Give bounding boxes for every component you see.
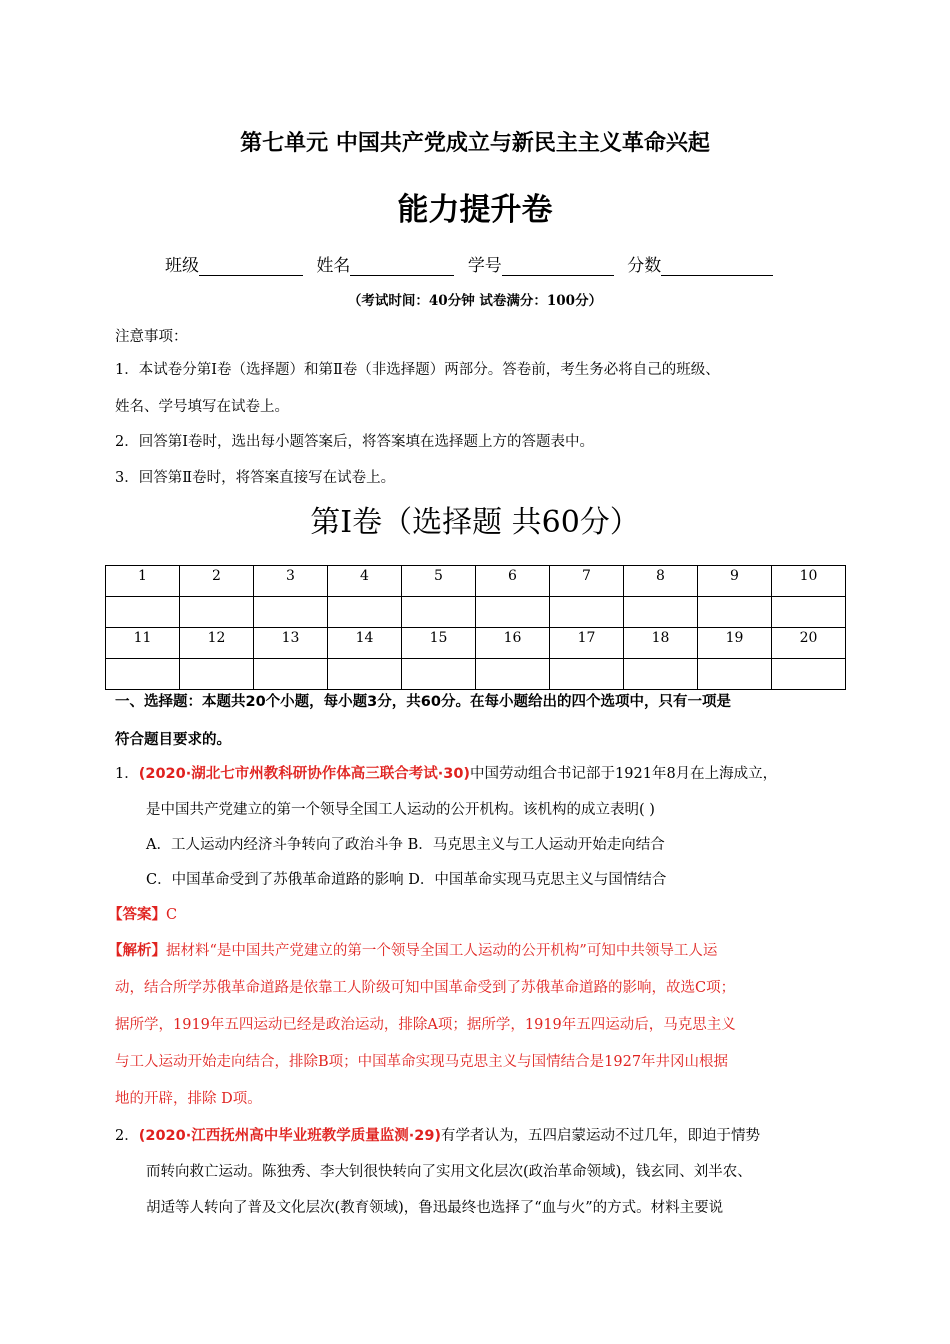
notes-heading: 注意事项：: [115, 329, 188, 345]
answer-cell[interactable]: [476, 597, 550, 628]
table-cell: 12: [180, 628, 254, 659]
answer-table-header-row-2: [106, 628, 846, 659]
question-1-analysis-line-4: 与工人运动开始走向结合，排除B项；中国革命实现马克思主义与国情结合是1927年井冈山根据: [115, 1054, 729, 1070]
question-1-options-cd: C．中国革命受到了苏俄革命道路的影响 D．中国革命实现马克思主义与国情结合: [146, 872, 667, 888]
instructions-line-1: 一、选择题：本题共20个小题，每小题3分，共60分。在每小题给出的四个选项中，只有一项是: [115, 694, 731, 710]
table-cell: 20: [772, 628, 846, 659]
score-blank[interactable]: [661, 257, 773, 276]
table-cell: 1: [106, 566, 180, 597]
answer-cell[interactable]: [106, 597, 180, 628]
class-blank[interactable]: [199, 257, 303, 276]
question-1-analysis-line-5: 地的开辟，排除 D项。: [115, 1091, 262, 1107]
answer-row-1: [106, 597, 846, 628]
note-2: 2．回答第Ⅰ卷时，选出每小题答案后，将答案填在选择题上方的答题表中。: [115, 434, 594, 450]
unit-title: 第七单元 中国共产党成立与新民主主义革命兴起: [240, 131, 710, 156]
table-cell: 9: [698, 566, 772, 597]
answer-table-header-row-1: [106, 566, 846, 597]
name-blank[interactable]: [350, 257, 454, 276]
answer-cell[interactable]: [402, 659, 476, 690]
table-cell: 15: [402, 628, 476, 659]
student-info-row: [165, 251, 773, 276]
question-number: 1．: [115, 766, 139, 782]
question-2-stem-line-1: [115, 1124, 760, 1145]
question-1-analysis-line-2: 动，结合所学苏俄革命道路是依靠工人阶级可知中国革命受到了苏俄革命道路的影响，故选C项；: [115, 980, 736, 996]
question-text: 中国劳动组合书记部于1921年8月在上海成立，: [470, 766, 778, 782]
name-label: 姓名: [316, 256, 351, 276]
note-1-line-1: 1．本试卷分第Ⅰ卷（选择题）和第Ⅱ卷（非选择题）两部分。答卷前，考生务必将自己的班级、: [115, 362, 720, 378]
table-cell: 14: [328, 628, 402, 659]
table-cell: 10: [772, 566, 846, 597]
answer-cell[interactable]: [180, 659, 254, 690]
answer-cell[interactable]: [328, 597, 402, 628]
answer-value: C: [166, 907, 178, 923]
paper-title: 能力提升卷: [397, 192, 553, 228]
answer-cell[interactable]: [550, 659, 624, 690]
table-cell: 13: [254, 628, 328, 659]
table-cell: 6: [476, 566, 550, 597]
question-source: (2020·湖北七市州教科研协作体高三联合考试·30): [138, 766, 471, 782]
answer-cell[interactable]: [624, 659, 698, 690]
answer-cell[interactable]: [254, 659, 328, 690]
class-label: 班级: [165, 256, 199, 276]
table-cell: 11: [106, 628, 180, 659]
analysis-label: 【解析】: [108, 943, 166, 959]
answer-label: 【答案】: [108, 907, 166, 923]
answer-cell[interactable]: [550, 597, 624, 628]
answer-cell[interactable]: [254, 597, 328, 628]
student-id-blank[interactable]: [502, 257, 614, 276]
student-id-label: 学号: [467, 256, 502, 276]
question-text: 有学者认为，五四启蒙运动不过几年，即迫于情势: [441, 1128, 761, 1144]
question-source: (2020·江西抚州高中毕业班教学质量监测·29): [138, 1128, 442, 1144]
analysis-text: 据材料“是中国共产党建立的第一个领导全国工人运动的公开机构”可知中共领导工人运: [166, 943, 718, 959]
table-cell: 3: [254, 566, 328, 597]
question-1-stem-line-1: [115, 762, 777, 783]
answer-cell[interactable]: [772, 597, 846, 628]
table-cell: 7: [550, 566, 624, 597]
question-1-stem-line-2: 是中国共产党建立的第一个领导全国工人运动的公开机构。该机构的成立表明( ): [146, 802, 655, 818]
answer-cell[interactable]: [476, 659, 550, 690]
note-3: 3．回答第Ⅱ卷时，将答案直接写在试卷上。: [115, 470, 396, 486]
answer-table: [105, 565, 846, 690]
answer-cell[interactable]: [180, 597, 254, 628]
table-cell: 5: [402, 566, 476, 597]
instructions-line-2: 符合题目要求的。: [115, 732, 231, 748]
answer-cell[interactable]: [328, 659, 402, 690]
note-1-line-2: 姓名、学号填写在试卷上。: [115, 399, 289, 415]
answer-cell[interactable]: [624, 597, 698, 628]
table-cell: 16: [476, 628, 550, 659]
table-cell: 18: [624, 628, 698, 659]
answer-cell[interactable]: [772, 659, 846, 690]
question-1-analysis-line-3: 据所学，1919年五四运动已经是政治运动，排除A项；据所学，1919年五四运动后，马克思主义: [115, 1017, 736, 1033]
table-cell: 2: [180, 566, 254, 597]
table-cell: 8: [624, 566, 698, 597]
answer-cell[interactable]: [698, 597, 772, 628]
answer-cell[interactable]: [106, 659, 180, 690]
table-cell: 4: [328, 566, 402, 597]
answer-cell[interactable]: [402, 597, 476, 628]
question-number: 2．: [115, 1128, 139, 1144]
section-title: 第Ⅰ卷（选择题 共60分）: [310, 505, 640, 540]
score-label: 分数: [627, 256, 662, 276]
answer-row-2: [106, 659, 846, 690]
question-2-stem-line-2: 而转向救亡运动。陈独秀、李大钊很快转向了实用文化层次(政治革命领域)，钱玄同、刘半农、: [146, 1164, 752, 1180]
table-cell: 19: [698, 628, 772, 659]
question-1-analysis-line-1: [108, 939, 717, 960]
question-2-stem-line-3: 胡适等人转向了普及文化层次(教育领域)，鲁迅最终也选择了“血与火”的方式。材料主要说: [146, 1200, 724, 1216]
exam-info: （考试时间：40分钟 试卷满分：100分）: [347, 293, 603, 309]
table-cell: 17: [550, 628, 624, 659]
answer-cell[interactable]: [698, 659, 772, 690]
question-1-answer: [108, 903, 177, 924]
question-1-options-ab: A．工人运动内经济斗争转向了政治斗争 B．马克思主义与工人运动开始走向结合: [146, 837, 665, 853]
